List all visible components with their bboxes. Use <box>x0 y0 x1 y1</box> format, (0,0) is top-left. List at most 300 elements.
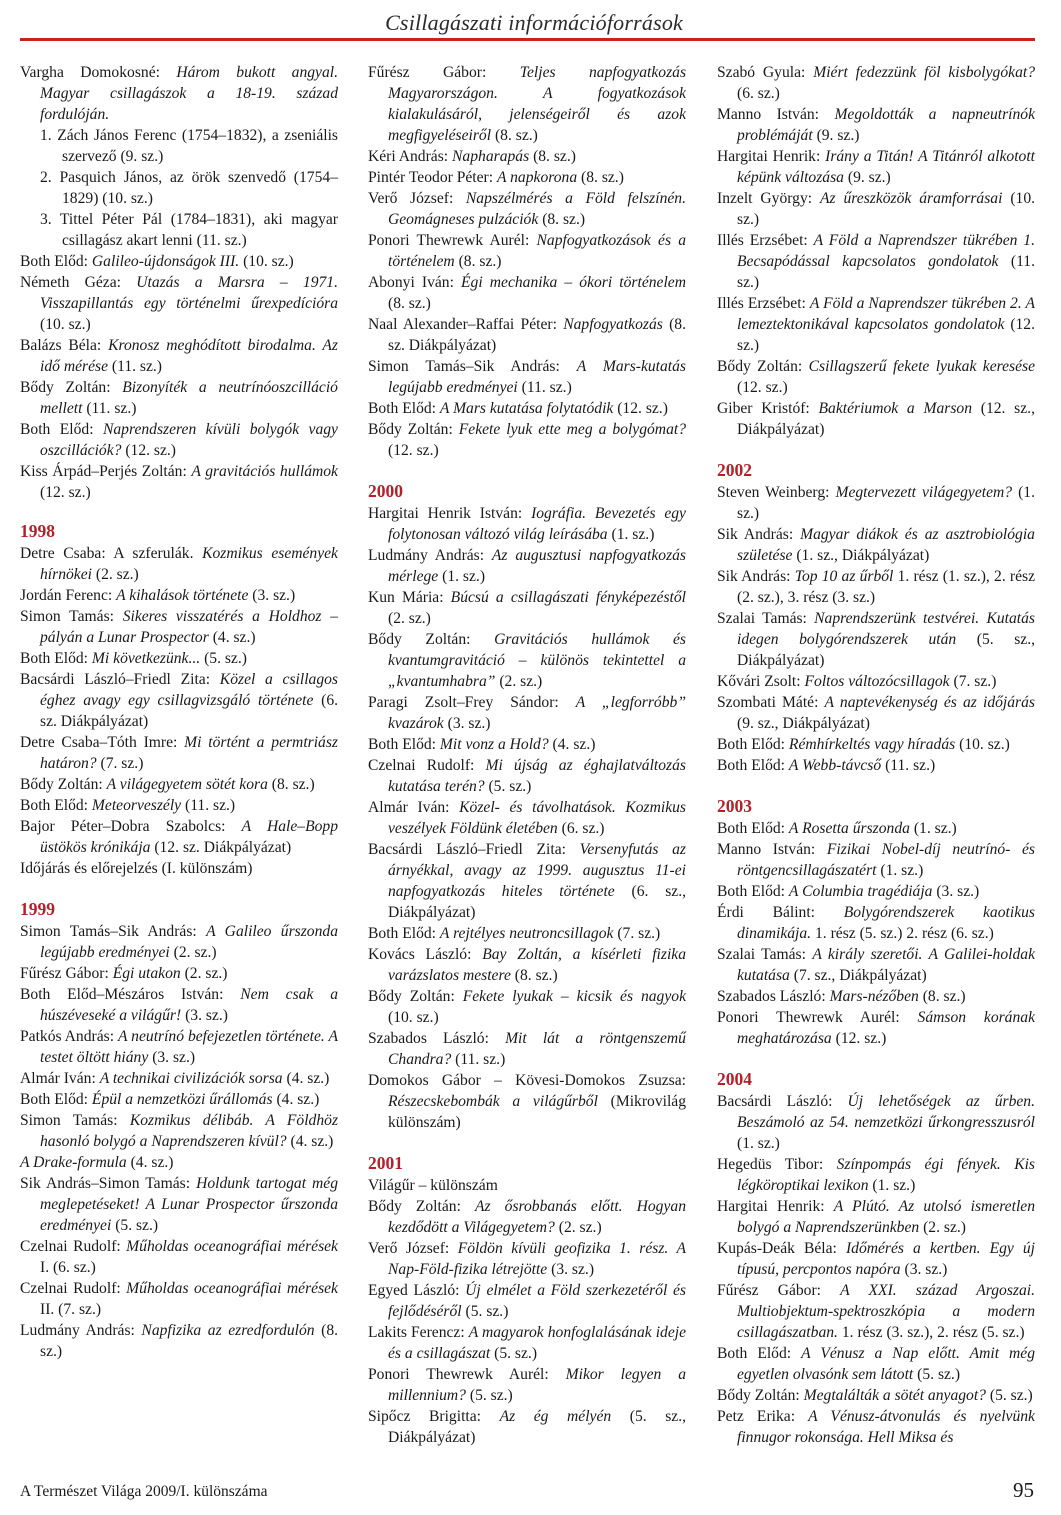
entry-title: Mars-nézőben <box>829 988 919 1005</box>
entry-note: (2. sz.) <box>388 610 431 627</box>
year-heading: 2002 <box>717 460 752 480</box>
bib-entry <box>20 62 338 125</box>
entry-title: Sámson korának meghatározása <box>737 1009 1035 1047</box>
entry-author: Kiss Árpád–Perjés Zoltán: <box>20 463 187 480</box>
entry-list <box>368 1175 686 1448</box>
entry-author: Németh Géza: <box>20 274 121 291</box>
bib-entry <box>717 1385 1035 1406</box>
bib-entry <box>20 648 338 669</box>
entry-title: A Columbia tragédiája <box>788 883 933 900</box>
entry-note: (12. sz.) <box>617 400 668 417</box>
entry-note: (11. sz.) <box>521 379 572 396</box>
entry-author: Detre Csaba: A szferulák. <box>20 545 194 562</box>
entry-author: Both Előd: <box>717 1345 792 1362</box>
entry-title: Foltos változócsillagok <box>804 673 950 690</box>
entry-title: Bolygórendszerek kaotikus dinamikája. <box>737 904 1035 942</box>
bib-entry <box>717 188 1035 230</box>
bib-entry <box>20 963 338 984</box>
entry-author: Bajor Péter–Dobra Szabolcs: <box>20 818 226 835</box>
entry-note: (7. sz.) <box>100 755 144 772</box>
entry-note: (3. sz.) <box>152 1049 196 1066</box>
entry-note: (2. sz.) <box>558 1219 602 1236</box>
entry-note: 1. rész (5. sz.) 2. rész (6. sz.) <box>814 925 994 942</box>
entry-title: Napfizika az ezredfordulón <box>141 1322 315 1339</box>
sub-entry: 3. Tittel Péter Pál (1784–1831), aki magyar csillagász akart lenni (11. sz.) <box>40 211 338 249</box>
entry-title: A neutrínó befejezetlen története. A testet öltött hiány <box>40 1028 339 1066</box>
bib-entry <box>20 1026 338 1068</box>
year-heading: 2000 <box>368 481 403 501</box>
entry-author: Érdi Bálint: <box>717 904 816 921</box>
bib-entry <box>368 230 686 272</box>
entry-note: (11. sz.) <box>737 253 1035 291</box>
entry-title: A Hale–Bopp üstökös krónikája <box>40 818 338 856</box>
entry-note: (6. sz.) <box>561 820 605 837</box>
entry-note: (12. sz.) <box>40 484 91 501</box>
entry-note: (8. sz.) <box>40 1322 339 1360</box>
entry-author: Naal Alexander–Raffai Péter: <box>368 316 557 333</box>
bib-entry <box>717 398 1035 440</box>
entry-note: (9. sz.) <box>816 127 860 144</box>
entry-title: Sikeres visszatérés a Holdhoz – pályán a Lunar Prospector <box>40 608 338 646</box>
entry-author: Bacsárdi László–Friedl Zita: <box>20 671 211 688</box>
entry-title: Utazás a Marsra – 1971. Visszapillantás egy történelmi űrexpedícióra <box>40 274 338 312</box>
entry-title: Top 10 az űrből <box>794 568 894 585</box>
bib-entry <box>20 774 338 795</box>
bib-entry <box>20 921 338 963</box>
entry-title: Műholdas oceanográfiai mérések <box>126 1280 338 1297</box>
entry-author: Patkós András: <box>20 1028 115 1045</box>
entry-title: Három bukott angyal. Magyar csillagászok a 18-19. század fordulóján. <box>40 64 338 123</box>
entry-note: (4. sz.) <box>276 1091 320 1108</box>
entry-author: Világűr – különszám <box>368 1177 498 1194</box>
entry-title: Meteorveszély <box>91 797 182 814</box>
bib-entry <box>717 944 1035 986</box>
bib-entry <box>368 545 686 587</box>
entry-note: (4. sz.) <box>286 1070 330 1087</box>
bib-entry <box>368 1280 686 1322</box>
entry-title: Bay Zoltán, a kísérleti fizika varázslatos mestere <box>388 946 686 984</box>
column-2 <box>368 62 686 1448</box>
bib-entry <box>368 62 686 146</box>
entry-title: A rejtélyes neutroncsillagok <box>439 925 614 942</box>
entry-title: Kronosz meghódított birodalma. Az idő mérése <box>40 337 338 375</box>
bib-entry <box>368 587 686 629</box>
bib-entry <box>368 1322 686 1364</box>
entry-list <box>717 62 1035 440</box>
footer-journal: A Természet Világa 2009/I. különszáma <box>20 1483 268 1500</box>
sub-entry: 2. Pasquich János, az örök szenvedő (1754–1829) (10. sz.) <box>40 169 338 207</box>
entry-note: (5. sz.) <box>494 1345 538 1362</box>
entry-title: Bizonyíték a neutrínóoszcilláció mellett <box>40 379 338 417</box>
entry-title: Részecskebombák a világűrből <box>388 1093 598 1110</box>
entry-note: (8. sz.) <box>542 211 586 228</box>
entry-note: (3. sz.) <box>551 1261 595 1278</box>
entry-title: Gravitációs hullámok és kvantumgravitáció – különös tekintettel a „kvantumhabra” <box>388 631 686 690</box>
entry-title: Nem csak a húszéveseké a világűr! <box>40 986 338 1024</box>
year-heading: 2003 <box>717 796 752 816</box>
bib-entry <box>20 335 338 377</box>
bib-entry <box>20 377 338 419</box>
entry-title: Napharapás <box>452 148 530 165</box>
entry-note: (4. sz.) <box>130 1154 174 1171</box>
entry-title: A Mars kutatása folytatódik <box>439 400 614 417</box>
entry-author: Illés Erzsébet: <box>717 232 808 249</box>
entry-title: Megoldották a napneutrínók problémáját <box>737 106 1035 144</box>
entry-note: (9. sz.) <box>847 169 891 186</box>
entry-title: Épül a nemzetközi űrállomás <box>91 1091 273 1108</box>
entry-note: (12. sz.) <box>125 442 176 459</box>
bib-entry <box>20 543 338 585</box>
entry-author: Bődy Zoltán: <box>368 631 471 648</box>
entry-title: Színpompás égi fények. Kis légköroptikai lexikon <box>737 1156 1036 1194</box>
bib-entry <box>368 1364 686 1406</box>
entry-note: (10. sz.) <box>243 253 294 270</box>
entry-title: Fekete lyuk ette meg a bolygómat? <box>458 421 686 438</box>
entry-title: A Webb-távcső <box>788 757 882 774</box>
entry-author: Ponori Thewrewk Aurél: <box>368 232 530 249</box>
entry-author: Petz Erika: <box>717 1408 796 1425</box>
bib-entry <box>368 188 686 230</box>
entry-note: (8. sz.) <box>458 253 502 270</box>
entry-title: Az ég mélyén <box>499 1408 612 1425</box>
entry-author: Almár Iván: <box>368 799 450 816</box>
entry-title: A Galileo űrszonda legújabb eredményei <box>40 923 338 961</box>
bib-entry <box>368 1406 686 1448</box>
entry-author: Egyed László: <box>368 1282 460 1299</box>
entry-author: Both Előd: <box>717 883 786 900</box>
entry-author: Időjárás és előrejelzés (I. különszám) <box>20 860 253 877</box>
entry-list <box>20 543 338 879</box>
entry-title: Égi utakon <box>112 965 181 982</box>
entry-title: Az augusztusi napfogyatkozás mérlege <box>388 547 686 585</box>
entry-note: (5. sz.) <box>465 1303 509 1320</box>
entry-note: (4. sz.) <box>552 736 596 753</box>
entry-note: (7. sz., Diákpályázat) <box>793 967 927 984</box>
column-1 <box>20 62 338 1362</box>
entry-author: Hegedüs Tibor: <box>717 1156 824 1173</box>
entry-note: 1. rész (3. sz.), 2. rész (5. sz.) <box>841 1324 1025 1341</box>
entry-author: Almár Iván: <box>20 1070 96 1087</box>
entry-note: (2. sz.) <box>95 566 139 583</box>
bib-entry <box>368 1175 686 1196</box>
entry-note: (12. sz.) <box>737 316 1035 354</box>
entry-list <box>20 251 338 503</box>
entry-author: Bacsárdi László–Friedl Zita: <box>368 841 566 858</box>
entry-title: A Föld a Naprendszer tükrében 1. Becsapódással kapcsolatos gondolatok <box>737 232 1035 270</box>
bib-entry <box>368 356 686 398</box>
bib-entry <box>717 986 1035 1007</box>
bib-entry <box>368 734 686 755</box>
entry-title: Teljes napfogyatkozás Magyarországon. A fogyatkozások kialakulásáról, jelenségeiről és azok megfigyeléseiről <box>388 64 687 144</box>
entry-note: (5. sz.) <box>917 1366 961 1383</box>
entry-author: Both Előd: <box>368 736 437 753</box>
entry-note: (8. sz.) <box>514 967 558 984</box>
bib-entry <box>717 104 1035 146</box>
bib-entry <box>368 755 686 797</box>
entry-author: Both Előd: <box>368 400 437 417</box>
bib-entry <box>20 1068 338 1089</box>
entry-title: Megtalálták a sötét anyagot? <box>803 1387 986 1404</box>
entry-note: (1. sz.) <box>442 568 486 585</box>
entry-note: (1. sz.) <box>737 1135 780 1152</box>
entry-note: (8. sz.) <box>271 776 315 793</box>
entry-title: Versenyfutás az árnyékkal, avagy az 1999. augusztus 11-ei napfogyatkozás hiteles története <box>388 841 686 900</box>
entry-title: A XXI. század Argoszai. Multiobjektum-spektroszkópia a modern csillagászatban. <box>737 1282 1036 1341</box>
entry-author: Inzelt György: <box>717 190 813 207</box>
bib-entry <box>20 1152 338 1173</box>
entry-note: 1. rész (1. sz.), 2. rész (2. sz.), 3. rész (3. sz.) <box>737 568 1036 606</box>
entry-note: (5. sz.) <box>469 1387 513 1404</box>
entry-title: A kihalások története <box>116 587 249 604</box>
entry-note: (Mikrovilág különszám) <box>388 1093 686 1131</box>
entry-title: Naprendszerünk testvérei. Kutatás idegen bolygórendszerek után <box>737 610 1035 648</box>
entry-note: (11. sz.) <box>455 1051 506 1068</box>
entry-note: II. (7. sz.) <box>40 1301 102 1318</box>
year-heading: 1998 <box>20 521 55 541</box>
entry-title: Földön kívüli geofizika 1. rész. A Nap-Föld-fizika létrejötte <box>388 1240 686 1278</box>
entry-note: (1. sz.) <box>737 484 1035 522</box>
entry-author: Manno István: <box>717 841 816 858</box>
entry-note: (8. sz. Diákpályázat) <box>388 316 686 354</box>
entry-list <box>368 62 686 461</box>
entry-title: A gravitációs hullámok <box>191 463 338 480</box>
entry-title: Mit lát a röntgenszemű Chandra? <box>388 1030 686 1068</box>
entry-note: (1. sz.) <box>913 820 957 837</box>
entry-title: Mi újság az éghajlatváltozás kutatása terén? <box>388 757 686 795</box>
entry-note: (1. sz., Diákpályázat) <box>796 547 930 564</box>
bib-entry <box>717 692 1035 734</box>
entry-title: A Vénusz a Nap előtt. Amit még egyetlen olvasónk sem látott <box>737 1345 1036 1383</box>
entry-note: (9. sz., Diákpályázat) <box>737 715 870 732</box>
bib-entry <box>20 669 338 732</box>
entry-author: Sipőcz Brigitta: <box>368 1408 481 1425</box>
entry-note: I. (6. sz.) <box>40 1259 96 1276</box>
bib-entry <box>20 1320 338 1362</box>
bib-entry <box>717 734 1035 755</box>
entry-author: Simon Tamás–Sik András: <box>20 923 197 940</box>
entry-title: A világegyetem sötét kora <box>106 776 268 793</box>
bib-entry <box>20 606 338 648</box>
bib-entry <box>20 1278 338 1320</box>
entry-title: Magyar diákok és az asztrobiológia születése <box>737 526 1035 564</box>
entry-author: Bődy Zoltán: <box>717 1387 800 1404</box>
entry-note: (4. sz.) <box>290 1133 334 1150</box>
entry-author: Both Előd: <box>368 925 437 942</box>
entry-list <box>717 482 1035 776</box>
entry-title: Napfogyatkozások és a történelem <box>388 232 686 270</box>
entry-author: Both Előd: <box>717 757 786 774</box>
bib-entry <box>717 524 1035 566</box>
bib-entry <box>717 671 1035 692</box>
bib-entry <box>20 984 338 1026</box>
bib-entry <box>368 146 686 167</box>
entry-note: (12. sz.) <box>388 442 439 459</box>
bib-entry <box>20 461 338 503</box>
entry-author: Bődy Zoltán: <box>368 988 455 1005</box>
entry-title: A király szeretői. A Galilei-holdak kutatása <box>737 946 1035 984</box>
entry-author: Simon Tamás–Sik András: <box>368 358 560 375</box>
entry-note: (8. sz.) <box>533 148 576 165</box>
entry-author: Bődy Zoltán: <box>717 358 803 375</box>
bib-entry <box>368 314 686 356</box>
entry-note: (3. sz.) <box>252 587 296 604</box>
bib-entry <box>717 1343 1035 1385</box>
entry-author: Hargitai Henrik: <box>717 148 821 165</box>
bib-entry <box>717 1154 1035 1196</box>
entry-note: (11. sz.) <box>86 400 137 417</box>
entry-author: Fűrész Gábor: <box>717 1282 822 1299</box>
entry-note: (8. sz.) <box>922 988 966 1005</box>
entry-title: A napkorona <box>496 169 578 186</box>
entry-title: Új elmélet a Föld szerkezetéről és fejlődéséről <box>388 1282 686 1320</box>
year-heading: 1999 <box>20 899 55 919</box>
running-header-title: Csillagászati információforrások <box>385 10 683 35</box>
entry-author: Pintér Teodor Péter: <box>368 169 494 186</box>
entry-author: Hargitai Henrik István: <box>368 505 523 522</box>
entry-title: A Mars-kutatás legújabb eredményei <box>388 358 686 396</box>
entry-title: A „legforróbb” kvazárok <box>388 694 686 732</box>
entry-note: (2. sz.) <box>173 944 217 961</box>
entry-author: Szombati Máté: <box>717 694 819 711</box>
entry-author: Bődy Zoltán: <box>368 421 453 438</box>
entry-author: Sik András: <box>717 568 791 585</box>
entry-author: Czelnai Rudolf: <box>368 757 475 774</box>
entry-author: Ponori Thewrewk Aurél: <box>368 1366 549 1383</box>
entry-author: Bődy Zoltán: <box>368 1198 461 1215</box>
entry-author: Giber Kristóf: <box>717 400 810 417</box>
entry-author: Both Előd: <box>20 650 89 667</box>
bib-entry <box>368 167 686 188</box>
bib-entry <box>717 902 1035 944</box>
entry-author: Both Előd: <box>20 797 89 814</box>
entry-title: Mikor legyen a millennium? <box>388 1366 686 1404</box>
entry-note: (5. sz.) <box>204 650 247 667</box>
entry-title: Megtervezett világegyetem? <box>835 484 1013 501</box>
page-number: 95 <box>1013 1478 1034 1502</box>
bib-entry <box>717 1406 1035 1448</box>
entry-note: (10. sz.) <box>388 1009 439 1026</box>
bib-entry <box>368 1070 686 1133</box>
entry-title: A Plútó. Az utolsó ismeretlen bolygó a Naprendszerünkben <box>737 1198 1035 1236</box>
entry-note: (5. sz.) <box>115 1217 159 1234</box>
entry-author: Czelnai Rudolf: <box>20 1238 121 1255</box>
bib-entry <box>717 356 1035 398</box>
entry-author: Fűrész Gábor: <box>20 965 109 982</box>
bib-entry <box>368 629 686 692</box>
bib-entry <box>368 272 686 314</box>
entry-author: Szalai Tamás: <box>717 946 806 963</box>
entry-title: A Vénusz-átvonulás és nyelvünk finnugor rokonsága. Hell Miksa és <box>737 1408 1035 1446</box>
bib-entry <box>717 566 1035 608</box>
entry-note: (2. sz.) <box>184 965 228 982</box>
entry-note: (12. sz. Diákpályázat) <box>154 839 292 856</box>
entry-note: (6. sz. Diákpályázat) <box>40 692 339 730</box>
bib-entry <box>20 585 338 606</box>
entry-title: Napszélmérés a Föld felszínén. Geomágneses pulzációk <box>388 190 686 228</box>
bib-entry <box>20 272 338 335</box>
entry-author: Paragi Zsolt–Frey Sándor: <box>368 694 559 711</box>
bib-entry <box>20 419 338 461</box>
entry-author: Both Előd: <box>717 820 786 837</box>
bib-entry <box>717 1091 1035 1154</box>
entry-title: Közel- és távolhatások. Kozmikus veszélyek Földünk életében <box>388 799 686 837</box>
entry-author: Vargha Domokosné: <box>20 64 160 81</box>
bib-entry <box>20 858 338 879</box>
entry-title: A Drake-formula <box>20 1154 127 1171</box>
entry-author: Simon Tamás: <box>20 1112 118 1129</box>
bib-entry <box>20 1236 338 1278</box>
bib-entry <box>20 816 338 858</box>
entry-author: Szabados László: <box>368 1030 489 1047</box>
entry-author: Fűrész Gábor: <box>368 64 487 81</box>
entry-title: Búcsú a csillagászati fényképezéstől <box>450 589 686 606</box>
entry-author: Kővári Zsolt: <box>717 673 801 690</box>
year-heading: 2001 <box>368 1153 403 1173</box>
column-3 <box>717 62 1035 1448</box>
entry-list <box>717 1091 1035 1448</box>
entry-list <box>20 921 338 1362</box>
entry-author: Abonyi Iván: <box>368 274 454 291</box>
entry-author: Kun Mária: <box>368 589 444 606</box>
entry-author: Verő József: <box>368 1240 450 1257</box>
entry-note: (7. sz.) <box>617 925 661 942</box>
entry-title: Időmérés a kertben. Egy új típusú, percpontos napóra <box>737 1240 1035 1278</box>
bib-entry <box>368 1196 686 1238</box>
entry-author: Domokos Gábor – Kövesi-Domokos Zsuzsa: <box>368 1072 686 1089</box>
entry-author: Hargitai Henrik: <box>717 1198 825 1215</box>
bib-entry <box>368 419 686 461</box>
entry-note: (11. sz.) <box>111 358 162 375</box>
entry-author: Bődy Zoltán: <box>20 379 111 396</box>
bib-entry <box>717 293 1035 356</box>
entry-author: Both Előd: <box>717 736 786 753</box>
bib-entry <box>717 1280 1035 1343</box>
entry-author: Szabó Gyula: <box>717 64 806 81</box>
bib-entry <box>20 1173 338 1236</box>
header-rule <box>20 38 1035 41</box>
entry-author: Ludmány András: <box>20 1322 135 1339</box>
entry-title: Miért fedezzünk föl kisbolygókat? <box>813 64 1035 81</box>
entry-title: Naprendszeren kívüli bolygók vagy oszcillációk? <box>40 421 338 459</box>
entry-title: Mi következünk... <box>91 650 201 667</box>
entry-note: (1. sz.) <box>880 862 924 879</box>
bib-entry <box>717 1196 1035 1238</box>
entry-note: (12. sz.) <box>737 379 788 396</box>
entry-title: Az űreszközök áramforrásai <box>820 190 1003 207</box>
bib-entry <box>20 795 338 816</box>
bib-entry <box>717 818 1035 839</box>
entry-author: Sik András–Simon Tamás: <box>20 1175 191 1192</box>
entry-author: Bődy Zoltán: <box>20 776 103 793</box>
entry-note: (10. sz.) <box>737 190 1036 228</box>
sub-entry: 1. Zách János Ferenc (1754–1832), a zseniális szervező (9. sz.) <box>40 127 338 165</box>
entry-author: Both Előd: <box>20 421 94 438</box>
entry-note: (1. sz.) <box>611 526 655 543</box>
entry-title: Kozmikus délibáb. A Földhöz hasonló bolygó a Naprendszeren kívül? <box>40 1112 339 1150</box>
entry-author: Steven Weinberg: <box>717 484 830 501</box>
bib-entry <box>368 692 686 734</box>
entry-note: (12. sz.) <box>835 1030 887 1047</box>
bib-entry <box>20 1089 338 1110</box>
entry-title: A Föld a Naprendszer tükrében 2. A lemeztektonikával kapcsolatos gondolatok <box>737 295 1035 333</box>
entry-title: Mi történt a permtriász határon? <box>40 734 338 772</box>
entry-note: (1. sz.) <box>872 1177 916 1194</box>
entry-author: Ponori Thewrewk Aurél: <box>717 1009 900 1026</box>
bib-entry <box>717 755 1035 776</box>
bib-entry <box>20 732 338 774</box>
entry-title: Galileo-újdonságok III. <box>91 253 240 270</box>
entry-note: (2. sz.) <box>923 1219 966 1236</box>
